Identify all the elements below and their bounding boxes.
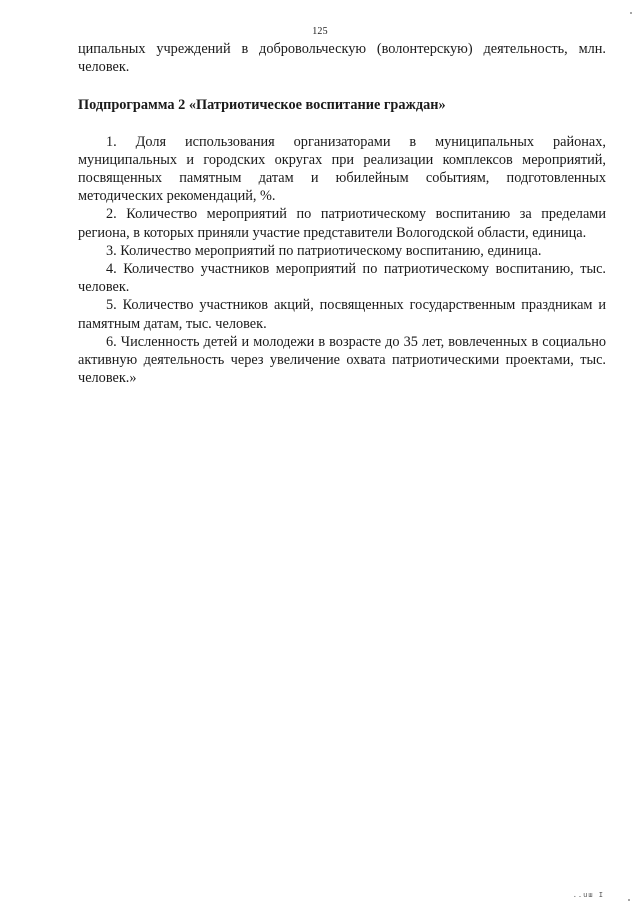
continuation-paragraph: ципальных учреждений в добровольческую (волонтерскую) деятельность, млн. человек. bbox=[78, 41, 606, 76]
list-item: 6. Численность детей и молодежи в возрасте до 35 лет, вовлеченных в социально активную деятельность через увеличение охвата патриотическими проектами, тыс. человек.» bbox=[78, 333, 606, 387]
list-item: 3. Количество мероприятий по патриотическому воспитанию, единица. bbox=[106, 242, 542, 259]
list-item: 1. Доля использования организаторами в муниципальных районах, муниципальных и городских округах при реализации комплексов мероприятий, посвященных памятным датам и юбилейным событиям, подготовленных методических рекомендаций, %. bbox=[78, 133, 606, 205]
page-number: 125 bbox=[312, 26, 328, 37]
scan-speck bbox=[628, 899, 630, 901]
list-item: 2. Количество мероприятий по патриотическому воспитанию за пределами региона, в которых приняли участие представители Вологодской области, единица. bbox=[78, 206, 606, 241]
scan-speck bbox=[630, 12, 632, 14]
list-item: 5. Количество участников акций, посвященных государственным праздникам и памятным датам, тыс. человек. bbox=[78, 297, 606, 332]
subprogram-heading: Подпрограмма 2 «Патриотическое воспитание граждан» bbox=[78, 97, 446, 114]
page-content bbox=[78, 40, 606, 387]
list-item: 4. Количество участников мероприятий по патриотическому воспитанию, тыс. человек. bbox=[78, 261, 606, 296]
scan-mark: ..uш I bbox=[572, 891, 604, 899]
